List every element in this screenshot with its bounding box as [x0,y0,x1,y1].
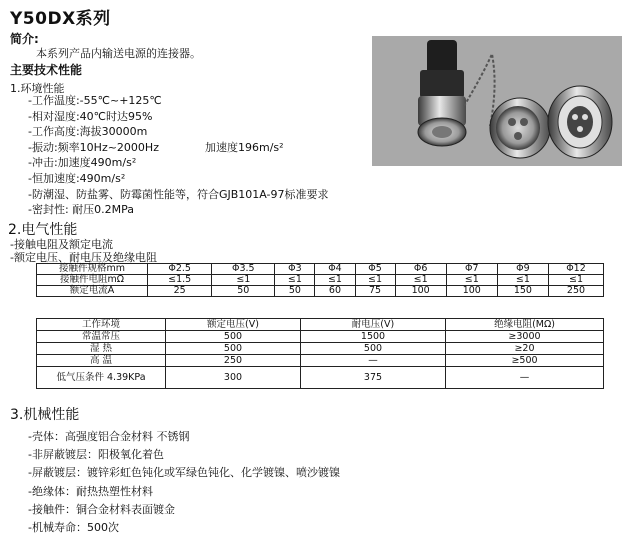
env-heading: 1.环境性能 [10,82,65,95]
voltage-cell: 低气压条件 4.39KPa [37,367,166,389]
contact-resistance-cell: ≤1 [355,275,395,286]
voltage-header-cell: 额定电压(V) [166,319,301,331]
voltage-header-row [37,319,604,331]
env-sealing: -密封性: 耐压0.2MPa [28,203,135,217]
product-photo [372,36,622,166]
voltage-row [37,331,604,343]
voltage-header-cell: 工作环境 [37,319,166,331]
contact-resistance-cell: ≤1 [212,275,275,286]
mech-insulator: -绝缘体：耐热热塑性材料 [28,484,153,498]
env-temp: -工作温度:-55℃~+125℃ [28,94,162,107]
contact-spec-cell: Φ9 [497,264,548,275]
contact-table [36,263,604,297]
elec-sub-contact: -接触电阻及额定电流 [10,238,113,251]
contact-resistance-cell: ≤1 [395,275,446,286]
contact-current-label: 额定电流A [37,286,148,297]
contact-current-cell: 150 [497,286,548,297]
env-altitude: -工作高度:海拔30000m [28,125,148,139]
voltage-row [37,343,604,355]
env-shock: -冲击:加速度490m/s² [28,156,137,170]
voltage-cell: 湿 热 [37,343,166,355]
contact-current-cell: 60 [315,286,355,297]
intro-text: 本系列产品内输送电源的连接器。 [36,47,201,60]
env-list [28,93,329,218]
mech-list [28,428,340,537]
page-title: Y50DX系列 [10,9,111,29]
elec-sub-voltage: -额定电压、耐电压及绝缘电阻 [10,251,157,264]
contact-current-cell: 100 [395,286,446,297]
intro-heading: 简介: [10,32,39,46]
contact-spec-cell: Φ5 [355,264,395,275]
contact-resistance-cell: ≤1 [275,275,315,286]
mech-shell: -壳体：高强度铝合金材料 不锈钢 [28,430,190,443]
mech-life: -机械寿命：500次 [28,521,119,535]
voltage-header-cell: 耐电压(V) [301,319,446,331]
contact-spec-row [37,264,604,275]
voltage-row [37,367,604,389]
tech-heading: 主要技术性能 [10,63,83,77]
voltage-cell: ≥3000 [446,331,604,343]
elec-heading: 2.电气性能 [8,222,78,238]
connector-illustration [372,36,622,166]
contact-resistance-cell: ≤1 [315,275,355,286]
contact-current-cell: 50 [212,286,275,297]
env-vibration [28,140,329,156]
contact-current-cell: 50 [275,286,315,297]
contact-spec-cell: Φ6 [395,264,446,275]
contact-spec-label: 接触件规格mm [37,264,148,275]
contact-spec-cell: Φ3.5 [212,264,275,275]
mech-nonshield: -非屏蔽镀层：阳极氧化着色 [28,448,164,462]
voltage-cell: 500 [166,331,301,343]
voltage-cell: 高 温 [37,355,166,367]
contact-current-cell: 25 [148,286,212,297]
voltage-row [37,355,604,367]
contact-resistance-row [37,275,604,286]
contact-current-cell: 75 [355,286,395,297]
env-vibration-acc: 加速度196m/s² [204,140,284,154]
voltage-cell: 300 [166,367,301,389]
env-vibration-freq: -振动:频率10Hz~2000Hz [28,140,159,154]
contact-spec-cell: Φ4 [315,264,355,275]
mech-shield: -屏蔽镀层：镀锌彩虹色钝化或军绿色钝化、化学镀镍、喷沙镀镍 [28,466,340,480]
voltage-cell: — [301,355,446,367]
contact-resistance-cell: ≤1.5 [148,275,212,286]
voltage-cell: ≥20 [446,343,604,355]
voltage-cell: 375 [301,367,446,389]
contact-resistance-cell: ≤1 [446,275,497,286]
voltage-cell: 250 [166,355,301,367]
voltage-cell: 500 [166,343,301,355]
mech-contact: -接触件：铜合金材料表面镀金 [28,502,175,516]
voltage-header-cell: 绝缘电阻(MΩ) [446,319,604,331]
contact-current-cell: 250 [548,286,603,297]
mech-heading: 3.机械性能 [10,407,80,423]
voltage-cell: 常温常压 [37,331,166,343]
contact-spec-cell: Φ3 [275,264,315,275]
contact-resistance-label: 接触件电阻mΩ [37,275,148,286]
contact-current-cell: 100 [446,286,497,297]
voltage-cell: ≥500 [446,355,604,367]
voltage-cell: 500 [301,343,446,355]
env-protection: -防潮湿、防盐雾、防霉菌性能等，符合GJB101A-97标准要求 [28,187,329,201]
env-const-acc: -恒加速度:490m/s² [28,171,126,185]
contact-spec-cell: Φ12 [548,264,603,275]
env-humidity: -相对湿度:40℃时达95% [28,109,153,123]
voltage-cell: — [446,367,604,389]
contact-current-row [37,286,604,297]
contact-spec-cell: Φ7 [446,264,497,275]
voltage-table [36,318,604,389]
contact-resistance-cell: ≤1 [497,275,548,286]
voltage-cell: 1500 [301,331,446,343]
contact-resistance-cell: ≤1 [548,275,603,286]
contact-spec-cell: Φ2.5 [148,264,212,275]
